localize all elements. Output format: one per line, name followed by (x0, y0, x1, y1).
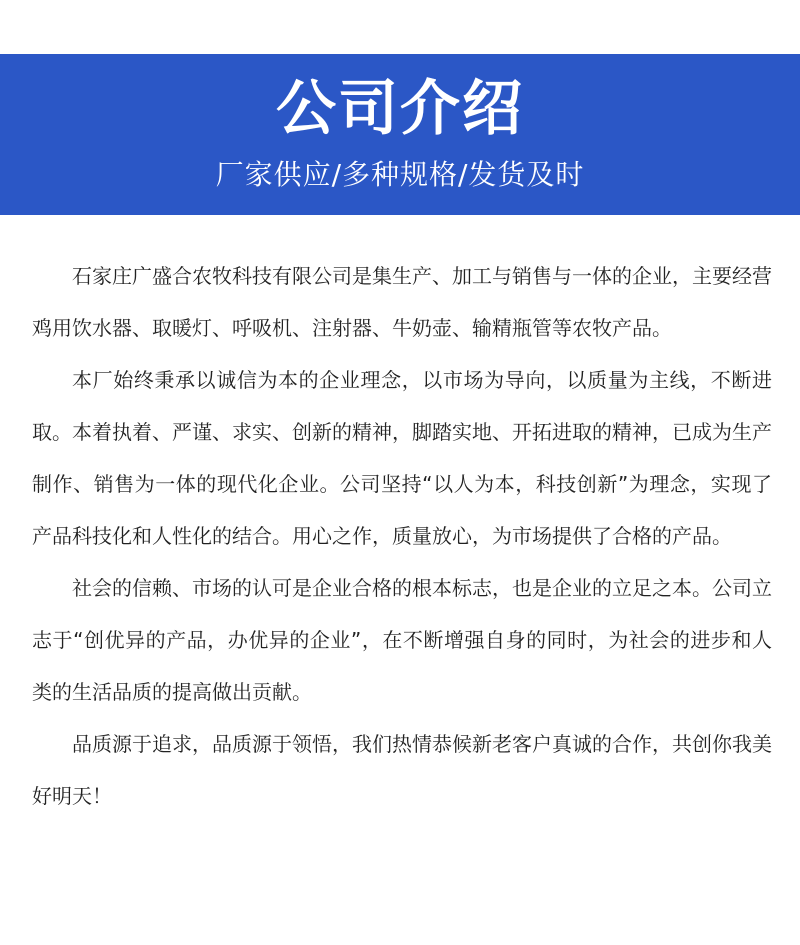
intro-paragraph-4: 品质源于追求，品质源于领悟，我们热情恭候新老客户真诚的合作，共创你我美好明天！ (32, 732, 772, 808)
page-subtitle: 厂家供应/多种规格/发货及时 (215, 158, 585, 191)
intro-paragraph-1: 石家庄广盛合农牧科技有限公司是集生产、加工与销售与一体的企业，主要经营鸡用饮水器、取暖灯、呼吸机、注射器、牛奶壶、输精瓶管等农牧产品。 (32, 264, 772, 340)
company-intro-text (32, 250, 772, 822)
intro-paragraph-3: 社会的信赖、市场的认可是企业合格的根本标志，也是企业的立足之本。公司立志于“创优异的产品，办优异的企业”，在不断增强自身的同时，为社会的进步和人类的生活品质的提高做出贡献。 (32, 576, 772, 704)
intro-paragraph-2: 本厂始终秉承以诚信为本的企业理念，以市场为导向，以质量为主线，不断进取。本着执着、严谨、求实、创新的精神，脚踏实地、开拓进取的精神，已成为生产制作、销售为一体的现代化企业。公司坚持“以人为本，科技创新”为理念，实现了产品科技化和人性化的结合。用心之作，质量放心，为市场提供了合格的产品。 (32, 368, 772, 548)
page-title: 公司介绍 (276, 74, 524, 144)
header-banner (0, 54, 800, 215)
